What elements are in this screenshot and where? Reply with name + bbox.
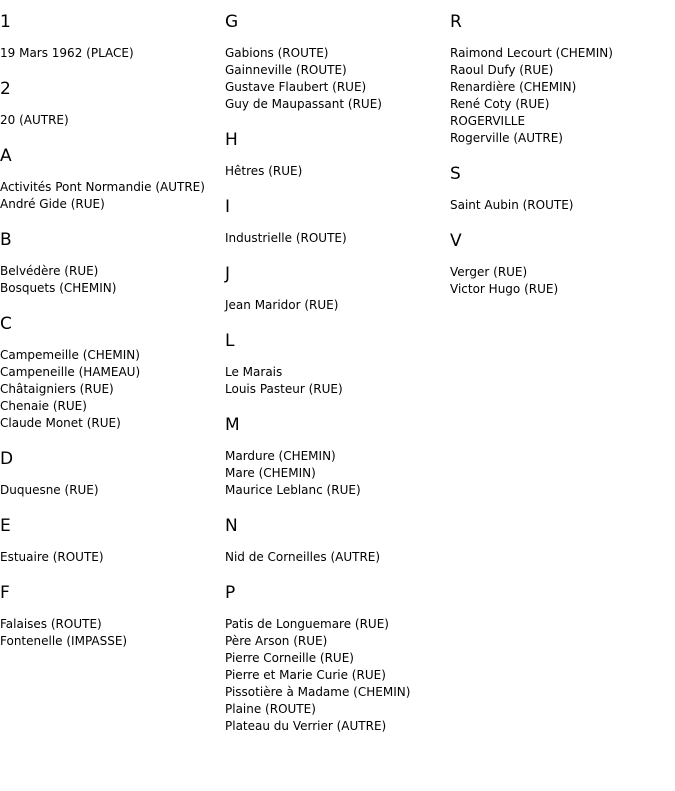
street-link[interactable]: 20 (AUTRE) [0,113,69,127]
street-list-item [0,415,225,432]
street-link[interactable]: Gustave Flaubert (RUE) [225,80,367,94]
street-list-item [0,280,225,297]
street-list-item [225,297,450,314]
street-list-item [450,113,675,130]
street-list-item [225,465,450,482]
street-link[interactable]: Maurice Leblanc (RUE) [225,483,361,497]
street-list-item [0,549,225,566]
street-link[interactable]: Industrielle (ROUTE) [225,231,347,245]
street-link[interactable]: Belvédère (RUE) [0,264,99,278]
index-column-1 [0,10,225,665]
street-link[interactable]: Falaises (ROUTE) [0,617,102,631]
street-list [0,347,225,432]
street-link[interactable]: Campemeille (CHEMIN) [0,348,140,362]
letter-group-p [225,581,450,735]
letter-group-i [225,195,450,247]
street-list [225,230,450,247]
street-link[interactable]: Fontenelle (IMPASSE) [0,634,128,648]
letter-heading: G [225,12,239,32]
letter-group-g [225,10,450,113]
street-list-item [0,398,225,415]
letter-group-v [450,229,675,298]
letter-group-b [0,228,225,297]
street-list [0,263,225,297]
street-list [450,264,675,298]
street-list [0,482,225,499]
letter-heading: E [0,516,11,536]
street-list [225,616,450,735]
street-list-item [450,96,675,113]
street-link[interactable]: Chenaie (RUE) [0,399,87,413]
street-link[interactable]: Raoul Dufy (RUE) [450,63,554,77]
street-link[interactable]: Guy de Maupassant (RUE) [225,97,382,111]
street-list [225,448,450,499]
street-link[interactable]: Gainneville (ROUTE) [225,63,347,77]
street-list-item [0,482,225,499]
index-column-2 [225,10,450,750]
letter-group-1 [0,10,225,62]
street-link[interactable]: Hêtres (RUE) [225,164,303,178]
street-link[interactable]: Verger (RUE) [450,265,528,279]
street-list-item [225,45,450,62]
street-list-item [225,701,450,718]
street-list-item [450,197,675,214]
street-list-item [0,45,225,62]
street-list-item [225,230,450,247]
street-link[interactable]: Louis Pasteur (RUE) [225,382,343,396]
letter-group-r [450,10,675,147]
letter-group-h [225,128,450,180]
letter-group-j [225,262,450,314]
letter-heading: C [0,314,12,334]
street-list [225,163,450,180]
street-list-item [225,633,450,650]
street-list [225,45,450,113]
street-list-item [0,196,225,213]
letter-heading: B [0,230,12,250]
street-list-item [450,130,675,147]
letter-group-m [225,413,450,499]
street-list-item [0,263,225,280]
letter-heading: V [450,231,462,251]
street-list-item [0,179,225,196]
letter-heading: L [225,331,235,351]
letter-heading: 1 [0,12,11,32]
street-list-item [450,79,675,96]
street-link[interactable]: Campeneille (HAMEAU) [0,365,141,379]
street-link[interactable]: Plateau du Verrier (AUTRE) [225,719,387,733]
street-list-item [450,281,675,298]
letter-group-a [0,144,225,213]
street-list [225,297,450,314]
street-link[interactable]: Patis de Longuemare (RUE) [225,617,389,631]
street-list-item [225,482,450,499]
street-link[interactable]: Saint Aubin (ROUTE) [450,198,574,212]
street-link[interactable]: Pissotière à Madame (CHEMIN) [225,685,411,699]
street-list-item [0,112,225,129]
street-list [0,616,225,650]
street-list-item [0,347,225,364]
street-list-item [225,616,450,633]
letter-heading: 2 [0,79,11,99]
street-link[interactable]: Père Arson (RUE) [225,634,328,648]
street-list [225,549,450,566]
street-list-item [0,364,225,381]
street-list-item [225,381,450,398]
street-list-item [225,667,450,684]
letter-heading: P [225,583,236,603]
street-list-item [225,79,450,96]
letter-group-s [450,162,675,214]
street-link[interactable]: 19 Mars 1962 (PLACE) [0,46,134,60]
street-link[interactable]: Châtaigniers (RUE) [0,382,114,396]
street-list-item [0,633,225,650]
street-list [0,112,225,129]
street-list-item [225,62,450,79]
street-list [0,179,225,213]
street-list-item [225,549,450,566]
street-link[interactable]: Rogerville (AUTRE) [450,131,563,145]
street-link[interactable]: ROGERVILLE [450,114,526,128]
letter-heading: J [225,264,231,284]
index-column-3 [450,10,675,313]
street-list-item [225,448,450,465]
street-list-item [0,381,225,398]
street-link[interactable]: Estuaire (ROUTE) [0,550,104,564]
street-link[interactable]: Pierre Corneille (RUE) [225,651,354,665]
street-link[interactable]: Raimond Lecourt (CHEMIN) [450,46,613,60]
street-link[interactable]: Plaine (ROUTE) [225,702,316,716]
letter-heading: D [0,449,14,469]
street-list-item [450,264,675,281]
street-link[interactable]: Gabions (ROUTE) [225,46,329,60]
street-list-item [225,650,450,667]
street-link[interactable]: Renardière (CHEMIN) [450,80,577,94]
street-list [450,197,675,214]
street-link[interactable]: Jean Maridor (RUE) [225,298,339,312]
street-link[interactable]: Activités Pont Normandie (AUTRE) [0,180,205,194]
street-list-item [450,62,675,79]
letter-heading: I [225,197,231,217]
street-link[interactable]: Victor Hugo (RUE) [450,282,559,296]
letter-heading: F [0,583,10,603]
street-list-item [450,45,675,62]
street-link[interactable]: Pierre et Marie Curie (RUE) [225,668,386,682]
letter-heading: H [225,130,238,150]
letter-group-d [0,447,225,499]
letter-heading: N [225,516,238,536]
letter-heading: R [450,12,462,32]
street-link[interactable]: Claude Monet (RUE) [0,416,121,430]
letter-group-l [225,329,450,398]
letter-heading: M [225,415,240,435]
street-list-item [0,616,225,633]
street-list-item [225,718,450,735]
letter-group-f [0,581,225,650]
street-link[interactable]: André Gide (RUE) [0,197,105,211]
street-link[interactable]: Le Marais [225,365,283,379]
street-link[interactable]: Mare (CHEMIN) [225,466,316,480]
street-list-item [225,364,450,381]
street-list [450,45,675,147]
letter-heading: S [450,164,461,184]
letter-group-c [0,312,225,432]
street-list-item [225,96,450,113]
street-list [0,45,225,62]
letter-group-e [0,514,225,566]
street-list [225,364,450,398]
street-list-item [225,163,450,180]
street-link[interactable]: Nid de Corneilles (AUTRE) [225,550,381,564]
street-list-item [225,684,450,701]
street-link[interactable]: René Coty (RUE) [450,97,550,111]
street-link[interactable]: Mardure (CHEMIN) [225,449,336,463]
street-link[interactable]: Duquesne (RUE) [0,483,99,497]
letter-group-2 [0,77,225,129]
letter-group-n [225,514,450,566]
street-link[interactable]: Bosquets (CHEMIN) [0,281,117,295]
letter-heading: A [0,146,12,166]
street-list [0,549,225,566]
